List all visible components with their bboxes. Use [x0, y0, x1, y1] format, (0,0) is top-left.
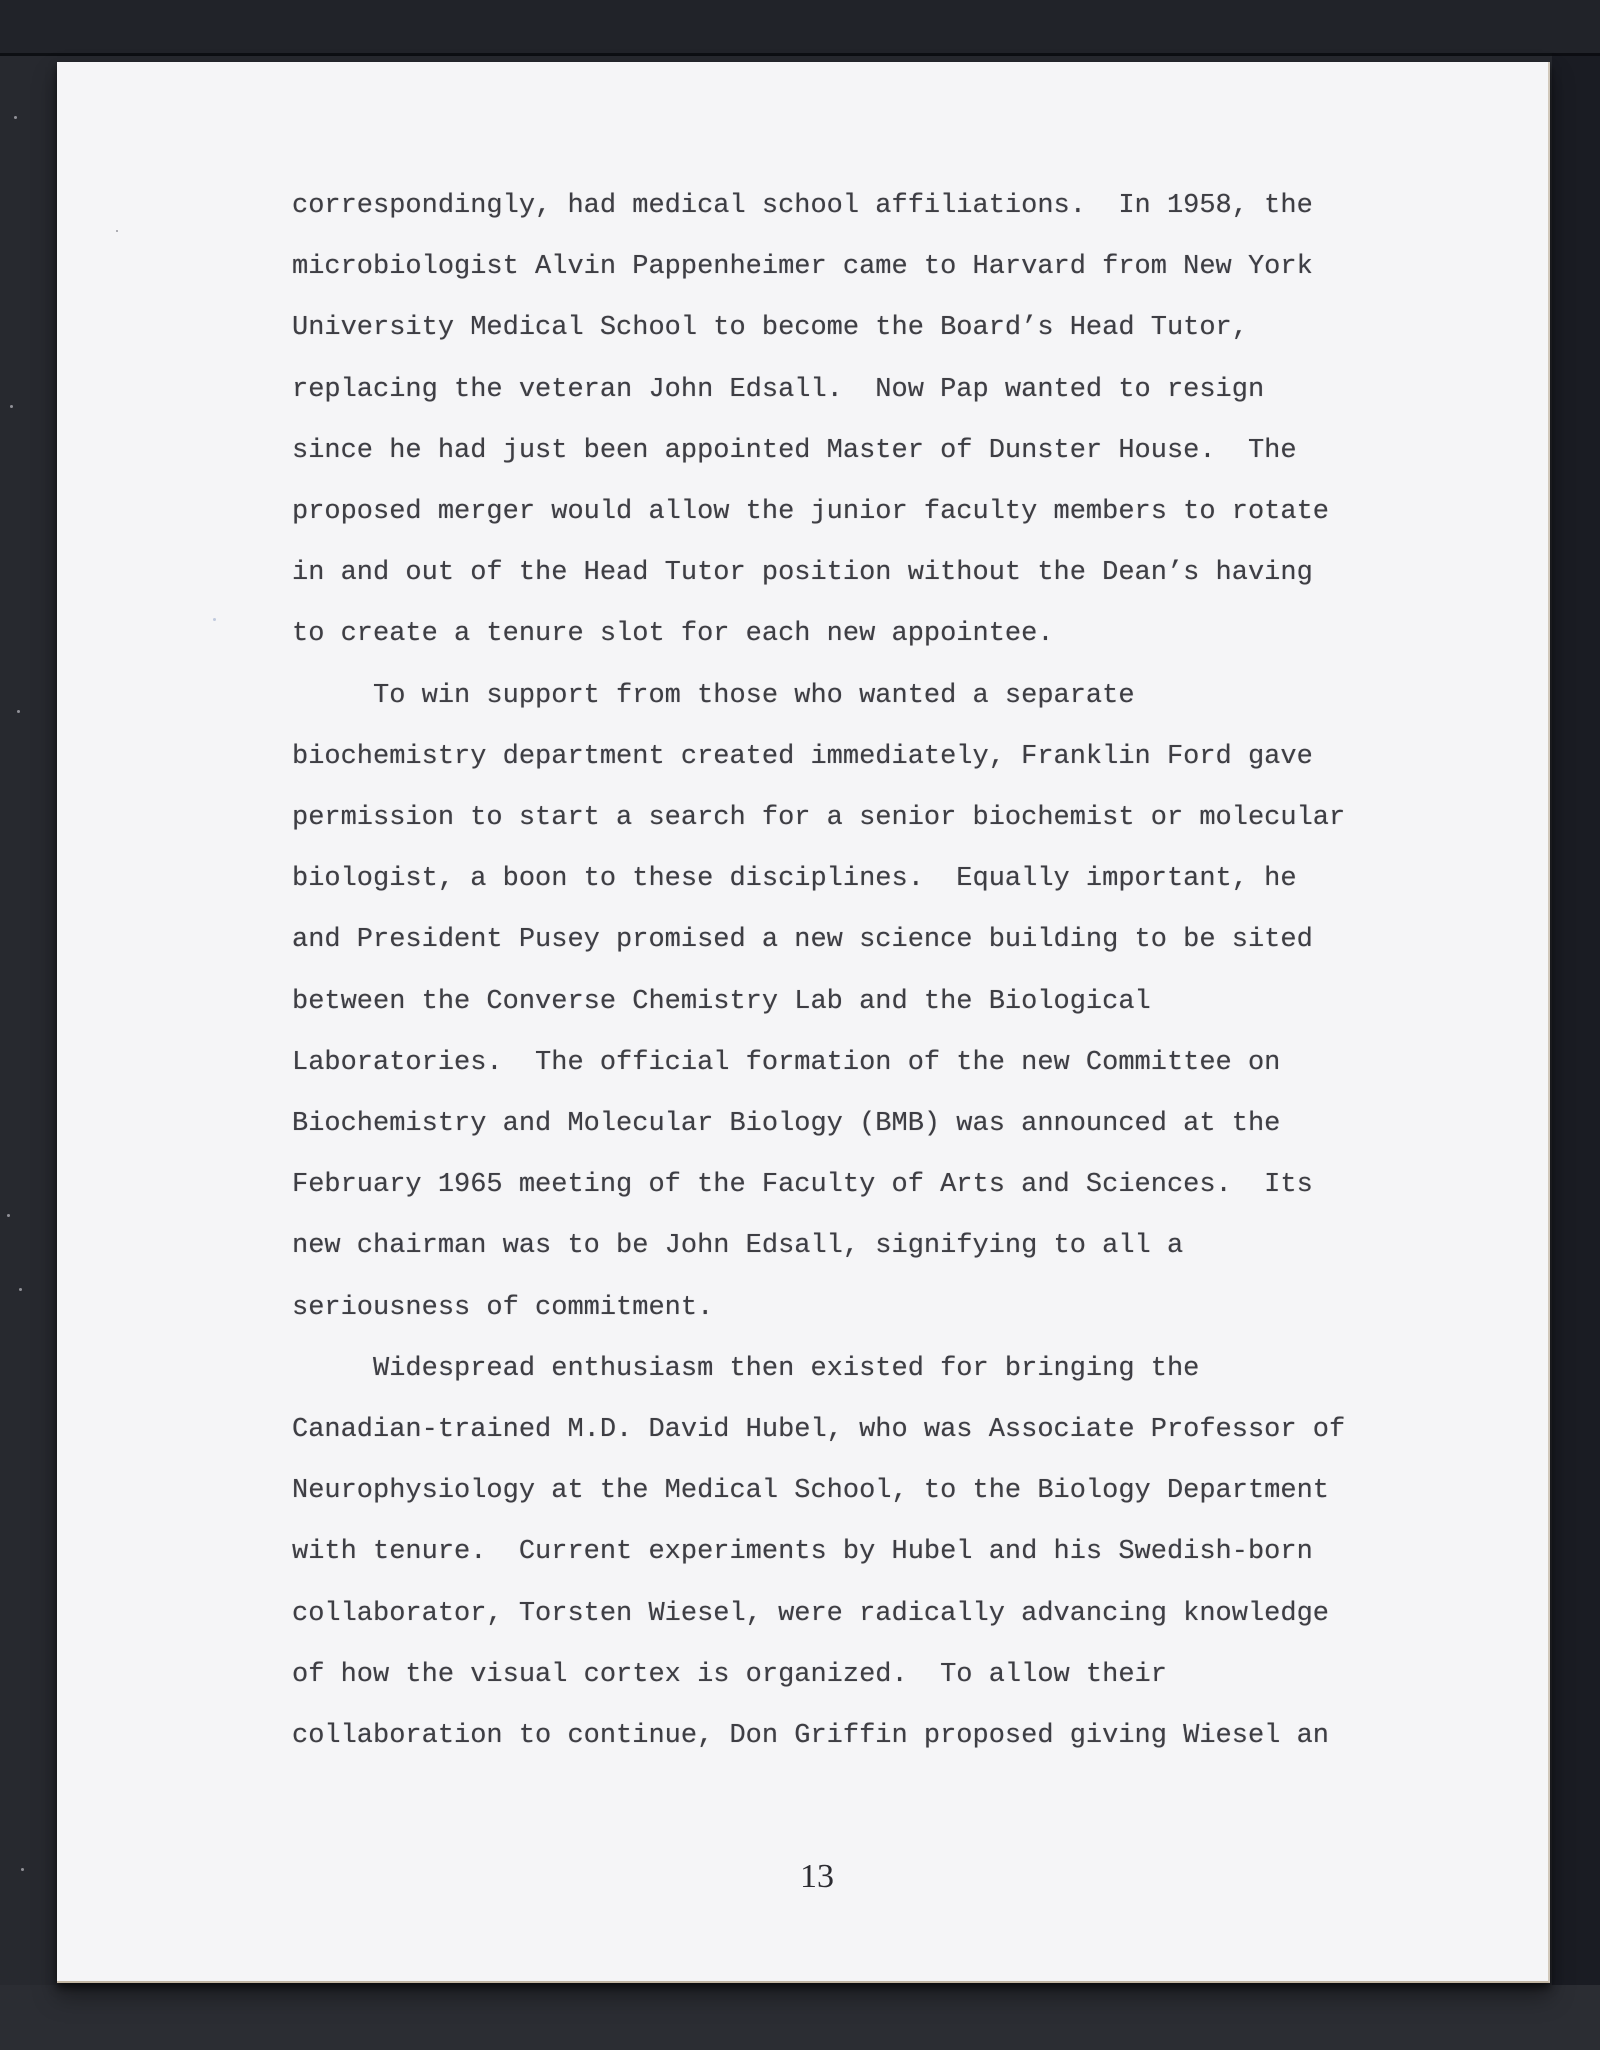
scan-bottom-band [0, 1985, 1600, 2050]
paper-speck [213, 618, 216, 621]
typed-line: new chairman was to be John Edsall, signifying to all a [292, 1231, 1184, 1262]
typed-line: proposed merger would allow the junior faculty members to rotate [292, 497, 1329, 528]
typed-line: February 1965 meeting of the Faculty of Arts and Sciences. Its [292, 1170, 1313, 1201]
typed-line: between the Converse Chemistry Lab and the Biological [292, 986, 1151, 1017]
typed-line: replacing the veteran John Edsall. Now Pap wanted to resign [292, 374, 1265, 405]
typed-line: permission to start a search for a senior biochemist or molecular [292, 803, 1346, 834]
typed-line: Biochemistry and Molecular Biology (BMB) was announced at the [292, 1109, 1281, 1140]
typed-line: biochemistry department created immediately, Franklin Ford gave [292, 741, 1313, 772]
typed-line: of how the visual cortex is organized. To allow their [292, 1659, 1167, 1690]
typed-line: in and out of the Head Tutor position without the Dean’s having [292, 558, 1313, 589]
typed-line: Widespread enthusiasm then existed for bringing the [292, 1353, 1200, 1384]
dust-speck [17, 710, 20, 713]
typed-line: microbiologist Alvin Pappenheimer came to Harvard from New York [292, 252, 1313, 283]
typed-line: collaborator, Torsten Wiesel, were radically advancing knowledge [292, 1598, 1329, 1629]
typed-line: seriousness of commitment. [292, 1292, 714, 1323]
typed-line: Laboratories. The official formation of the new Committee on [292, 1047, 1281, 1078]
typed-line: correspondingly, had medical school affiliations. In 1958, the [292, 191, 1313, 221]
typed-line: and President Pusey promised a new science building to be sited [292, 925, 1313, 956]
typed-line: University Medical School to become the Board’s Head Tutor, [292, 313, 1248, 344]
dust-speck [21, 1868, 24, 1871]
dust-speck [14, 116, 17, 119]
typed-line: biologist, a boon to these disciplines. Equally important, he [292, 864, 1297, 895]
typed-paragraphs [292, 176, 1345, 1767]
typed-line: with tenure. Current experiments by Hubel and his Swedish-born [292, 1537, 1313, 1568]
typed-line: since he had just been appointed Master of Dunster House. The [292, 435, 1297, 466]
scan-top-band [0, 0, 1600, 53]
typed-line: to create a tenure slot for each new appointee. [292, 619, 1054, 650]
dust-speck [10, 405, 13, 408]
dust-speck [7, 1214, 10, 1217]
typed-line: To win support from those who wanted a separate [292, 680, 1135, 711]
page-number: 13 [800, 1858, 834, 1895]
typed-line: Canadian-trained M.D. David Hubel, who was Associate Professor of [292, 1415, 1346, 1446]
paper-speck [116, 230, 118, 232]
typed-line: collaboration to continue, Don Griffin proposed giving Wiesel an [292, 1721, 1329, 1752]
document-page [57, 62, 1550, 1983]
dust-speck [19, 1288, 22, 1291]
scan-right-band [1552, 53, 1600, 2050]
typed-line: Neurophysiology at the Medical School, to the Biology Department [292, 1476, 1329, 1507]
scan-seam-line [0, 53, 1600, 56]
